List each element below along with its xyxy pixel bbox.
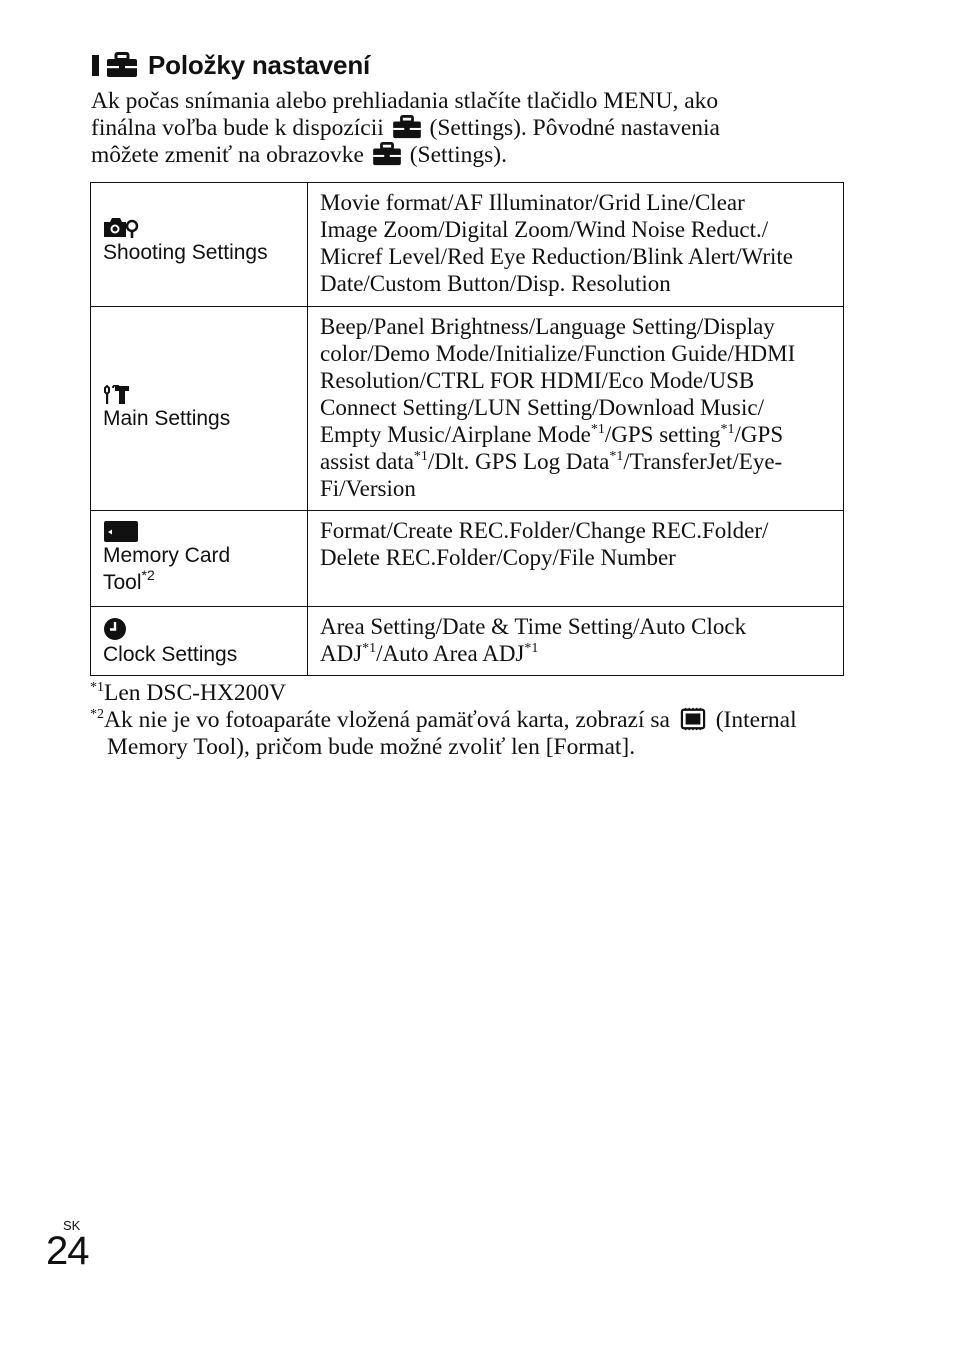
intro-line: Ak počas snímania alebo prehliadania stlačíte tlačidlo MENU, ako — [91, 88, 719, 114]
items-line — [320, 640, 831, 667]
intro-text: (Settings). — [409, 142, 507, 168]
items-text: /Auto Area ADJ — [376, 641, 525, 666]
items-cell — [308, 511, 844, 607]
toolbox-icon — [372, 142, 402, 166]
clock-icon — [103, 617, 129, 641]
items-text: /Dlt. GPS Log Data — [427, 449, 610, 474]
table-row — [91, 607, 844, 676]
items-line: Micref Level/Red Eye Reduction/Blink Alert/Write — [320, 244, 793, 269]
category-cell — [91, 511, 308, 607]
items-text: /TransferJet/Eye- — [623, 449, 783, 474]
items-line: Format/Create REC.Folder/Change REC.Folder/ — [320, 518, 769, 543]
settings-table — [90, 182, 844, 676]
items-text: ADJ — [320, 641, 363, 666]
items-text: assist data — [320, 449, 414, 474]
items-text: /GPS setting — [604, 422, 721, 447]
category-cell — [91, 607, 308, 676]
page-number: 24 — [46, 1229, 89, 1273]
footnotes — [90, 680, 850, 761]
section-heading — [92, 48, 370, 82]
items-line: Delete REC.Folder/Copy/File Number — [320, 545, 676, 570]
category-name — [103, 569, 307, 596]
intro-text: finálna voľba bude k dispozícii — [91, 115, 384, 141]
table-row — [91, 183, 844, 307]
category-name: Shooting Settings — [103, 241, 268, 264]
memory-card-icon — [103, 520, 139, 542]
footnote-mark: *2 — [90, 707, 104, 722]
footnote-mark: *1 — [90, 680, 104, 695]
items-line: Fi/Version — [320, 476, 416, 501]
category-name: Clock Settings — [103, 643, 238, 666]
footnote-mark: *1 — [362, 641, 377, 656]
items-line: Date/Custom Button/Disp. Resolution — [320, 271, 671, 296]
camera-settings-icon — [103, 215, 139, 239]
footnote-text: Ak nie je vo fotoaparáte vložená pamäťová karta, zobrazí sa — [104, 707, 670, 733]
items-line: Movie format/AF Illuminator/Grid Line/Clear — [320, 190, 745, 215]
items-line: Beep/Panel Brightness/Language Setting/Display — [320, 314, 775, 339]
footnote-mark: *1 — [590, 422, 605, 437]
language-code: SK — [63, 1218, 81, 1233]
toolbox-icon — [106, 52, 138, 78]
items-cell — [308, 307, 844, 511]
heading-bar — [92, 55, 99, 76]
items-line — [320, 448, 831, 475]
footnote-mark: *2 — [141, 567, 155, 583]
category-cell — [91, 183, 308, 307]
category-cell — [91, 307, 308, 511]
items-text: /GPS — [734, 422, 784, 447]
category-text: Tool — [103, 571, 142, 594]
page-number-block — [46, 1218, 89, 1271]
footnote-2-cont: Memory Tool), pričom bude možné zvoliť len [Format]. — [107, 734, 636, 760]
items-line: Area Setting/Date & Time Setting/Auto Clock — [320, 614, 747, 639]
items-line: Resolution/CTRL FOR HDMI/Eco Mode/USB — [320, 368, 755, 393]
intro-line — [91, 142, 811, 169]
table-row — [91, 511, 844, 607]
footnote-1 — [90, 680, 850, 707]
tools-icon — [103, 385, 131, 405]
items-line: color/Demo Mode/Initialize/Function Guide/HDMI — [320, 341, 796, 366]
footnote-mark: *1 — [609, 449, 624, 464]
footnote-2 — [90, 707, 850, 734]
footnote-mark: *1 — [524, 641, 539, 656]
footnote-mark: *1 — [720, 422, 735, 437]
items-cell — [308, 183, 844, 307]
toolbox-icon — [392, 115, 422, 139]
page-title: Položky nastavení — [148, 49, 371, 80]
intro-text: (Settings). Pôvodné nastavenia — [429, 115, 720, 141]
intro-paragraph — [91, 88, 811, 169]
footnote-text: (Internal — [715, 707, 797, 733]
items-text: Empty Music/Airplane Mode — [320, 422, 591, 447]
footnote-text: Len DSC-HX200V — [104, 680, 287, 706]
internal-memory-icon — [678, 707, 708, 731]
intro-text: môžete zmeniť na obrazovke — [91, 142, 364, 168]
intro-line — [91, 115, 811, 142]
footnote-mark: *1 — [413, 449, 428, 464]
table-row — [91, 307, 844, 511]
items-line — [320, 421, 831, 448]
category-name: Main Settings — [103, 407, 231, 430]
items-line: Image Zoom/Digital Zoom/Wind Noise Reduct./ — [320, 217, 769, 242]
items-line: Connect Setting/LUN Setting/Download Music/ — [320, 395, 764, 420]
category-name: Memory Card — [103, 544, 231, 567]
items-cell — [308, 607, 844, 676]
